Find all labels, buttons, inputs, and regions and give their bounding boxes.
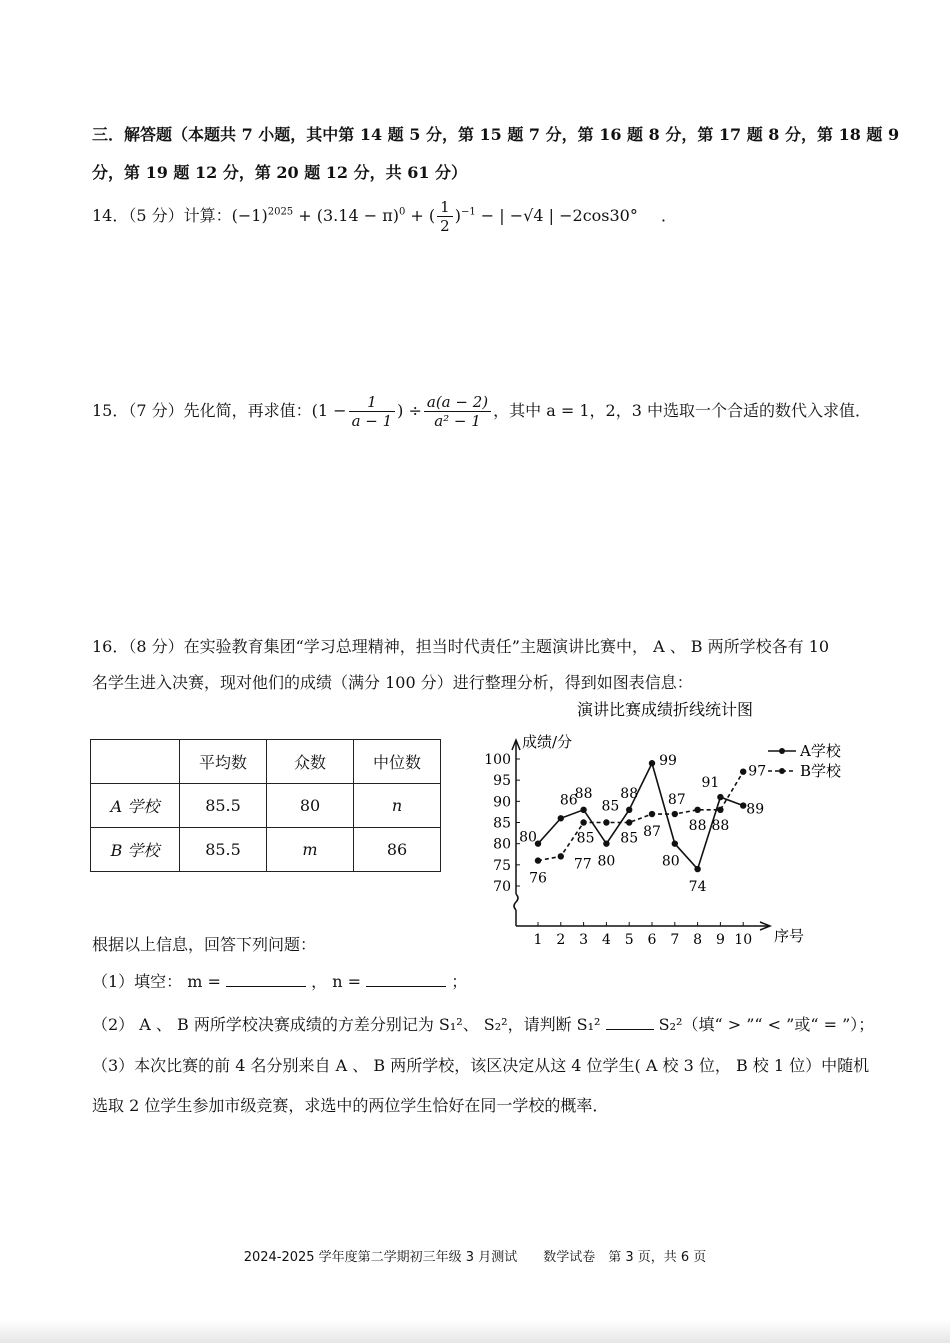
table-row-b-mode: m (267, 828, 354, 872)
data-point (672, 811, 678, 817)
data-label: 77 (573, 856, 592, 873)
data-point (535, 857, 541, 863)
legend-label: A学校 (800, 742, 841, 760)
chart-title: 演讲比赛成绩折线统计图 (576, 700, 754, 719)
table-header-mean: 平均数 (180, 740, 267, 784)
q14-fraction: $\frac{1}{2}$ (437, 198, 453, 235)
part1-text-a: （1）填空： m = (92, 972, 221, 991)
q15-term1: (1 − (311, 401, 347, 420)
table-header-cell (91, 740, 180, 784)
q14-term3: + ( (405, 206, 436, 225)
x-tick-label: 1 (533, 932, 543, 948)
data-label: 88 (711, 817, 730, 834)
table-row-a-mode: 80 (267, 784, 354, 828)
answer-blank-n[interactable] (366, 986, 446, 987)
axis-break (514, 894, 518, 910)
data-label: 86 (559, 792, 578, 809)
legend-marker (779, 748, 785, 754)
part2-text-a: （2） A 、 B 两所学校决赛成绩的方差分别记为 S₁²、 S₂²，请判断 S₁² (92, 1015, 601, 1034)
q16-intro-line2: 名学生进入决赛，现对他们的成绩（满分 100 分）进行整理分析，得到如图表信息： (92, 673, 693, 692)
q16-ask: 根据以上信息，回答下列问题： (92, 935, 317, 954)
data-label: 80 (661, 853, 680, 870)
legend-label: B学校 (800, 762, 842, 780)
data-label: 88 (620, 785, 639, 802)
x-tick-label: 5 (624, 932, 634, 948)
table-header-mode: 众数 (267, 740, 354, 784)
q14-exp1: 2025 (267, 206, 294, 218)
data-point (580, 819, 586, 825)
data-point (717, 807, 723, 813)
q15-term2: ) ÷ (397, 401, 422, 420)
x-tick-label: 8 (693, 932, 703, 948)
line-chart (470, 695, 860, 955)
y-tick-label: 75 (493, 857, 511, 874)
page-footer: 2024-2025 学年度第二学期初三年级 3 月测试 数学试卷 第 3 页，共 6 页 (243, 1250, 707, 1265)
data-point (580, 807, 586, 813)
data-label: 88 (574, 785, 593, 802)
part1-text-c: ； (451, 972, 468, 991)
y-tick-label: 90 (493, 794, 511, 811)
data-point (626, 807, 632, 813)
table-row-a-median: n (354, 784, 441, 828)
data-label: 97 (748, 763, 767, 780)
data-label: 74 (688, 879, 707, 896)
table-row-b-median: 86 (354, 828, 441, 872)
question-15 (92, 393, 871, 430)
x-tick-label: 9 (715, 932, 725, 948)
x-tick-label: 3 (579, 932, 589, 948)
answer-blank-compare[interactable] (606, 1029, 654, 1030)
y-tick-label: 70 (493, 879, 511, 895)
x-axis-label: 序号 (774, 927, 805, 945)
q14-term4: ) (454, 206, 461, 225)
data-point (626, 819, 632, 825)
table-row-a-mean: 85.5 (180, 784, 267, 828)
q16-part2 (92, 1012, 874, 1035)
q16-part3-line2: 选取 2 位学生参加市级竞赛，求选中的两位学生恰好在同一学校的概率． (92, 1096, 609, 1115)
q14-term5: − | −√4 | −2cos30° (475, 206, 638, 225)
data-point (603, 840, 609, 846)
scan-edge-shadow (0, 1320, 950, 1343)
data-point (694, 807, 700, 813)
q16-part3-line1: （3）本次比赛的前 4 名分别来自 A 、 B 两所学校，该区决定从这 4 位学生( A 校 3 位， B 校 1 位）中随机 (92, 1056, 870, 1075)
q15-fraction2: $\frac{a(a - 2)}{\text{a² − 1}}$ (424, 393, 491, 430)
section-heading-line1: 三．解答题（本题共 7 小题，其中第 14 题 5 分，第 15 题 7 分，第 16 题 8 分，第 17 题 8 分，第 18 题 9 (92, 125, 900, 144)
q15-suffix: ，其中 a = 1，2，3 中选取一个合适的数代入求值． (493, 401, 871, 420)
data-point (603, 819, 609, 825)
data-label: 76 (529, 870, 547, 887)
section-heading-line2: 分，第 19 题 12 分，第 20 题 12 分，共 61 分） (92, 163, 468, 182)
table-row-a-label: A 学校 (91, 784, 180, 828)
data-label: 87 (643, 824, 661, 841)
q14-end: ． (660, 206, 677, 225)
q15-fraction1: $\frac{1}{a - 1}$ (349, 393, 396, 430)
data-point (694, 866, 700, 872)
y-tick-label: 85 (493, 815, 511, 832)
part2-text-b: S₂²（填“ > ”“ < ”或“ = ”）； (658, 1015, 875, 1034)
data-label: 89 (746, 801, 765, 818)
table-row-b-label: B 学校 (91, 828, 180, 872)
data-point (558, 815, 564, 821)
data-label: 88 (688, 817, 707, 834)
data-label: 80 (519, 829, 537, 846)
q14-exp4: −1 (460, 206, 476, 218)
data-label: 87 (667, 792, 686, 809)
x-tick-label: 2 (556, 932, 566, 948)
part1-text-b: ， n = (311, 972, 362, 991)
q16-intro-line1: 16．（8 分）在实验教育集团“学习总理精神，担当时代责任”主题演讲比赛中， A 、 B 两所学校各有 10 (92, 637, 830, 656)
data-point (649, 760, 655, 766)
data-label: 85 (576, 830, 595, 847)
data-point (558, 853, 564, 859)
x-tick-label: 7 (670, 932, 680, 948)
data-point (649, 811, 655, 817)
table-row-b-mean: 85.5 (180, 828, 267, 872)
x-tick-label: 4 (601, 932, 611, 948)
question-14 (92, 198, 677, 235)
q14-prefix: 14．（5 分）计算： (92, 206, 232, 225)
q16-part1 (92, 969, 467, 992)
data-point (717, 794, 723, 800)
statistics-table (90, 739, 441, 872)
data-point (740, 769, 746, 775)
x-tick-label: 10 (734, 932, 753, 948)
legend-marker (779, 768, 785, 774)
data-label: 85 (601, 798, 620, 815)
data-point (672, 840, 678, 846)
y-tick-label: 80 (493, 836, 511, 853)
y-tick-label: 100 (484, 752, 511, 768)
data-label: 80 (597, 853, 616, 870)
q15-prefix: 15．（7 分）先化简，再求值： (92, 401, 312, 420)
x-tick-label: 6 (647, 932, 657, 948)
q14-term1: (−1) (231, 206, 268, 225)
q14-term2: + (3.14 − π) (293, 206, 399, 225)
table-header-median: 中位数 (354, 740, 441, 784)
data-label: 99 (659, 753, 677, 770)
y-axis-label: 成绩/分 (522, 733, 573, 751)
data-label: 91 (701, 775, 720, 792)
data-label: 85 (620, 830, 639, 847)
q14-exp2: 0 (398, 206, 406, 218)
y-tick-label: 95 (493, 773, 511, 790)
answer-blank-m[interactable] (226, 986, 306, 987)
